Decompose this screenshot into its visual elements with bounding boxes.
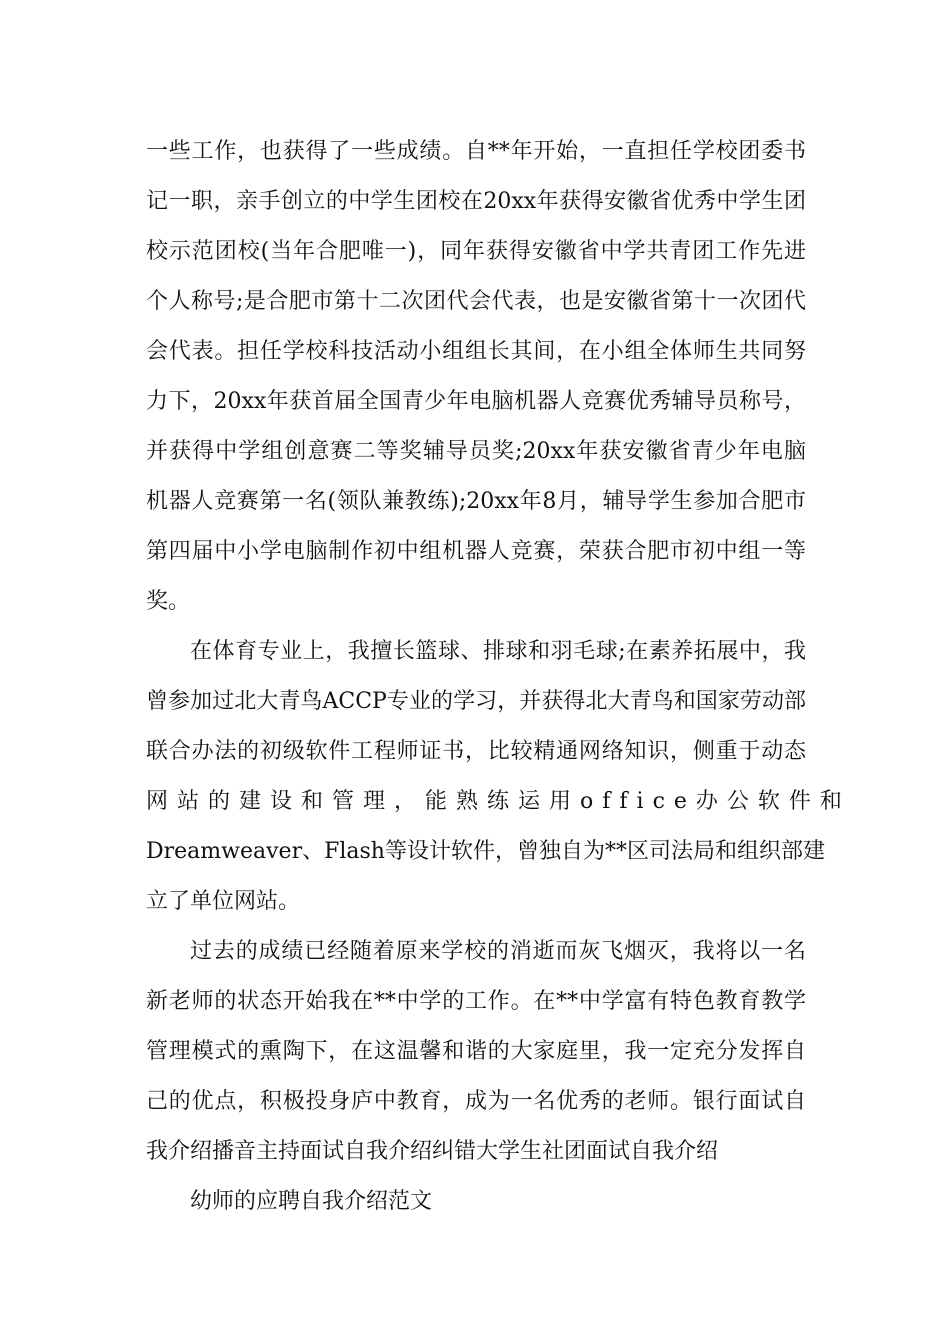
text-line: 网站的建设和管理，能熟练运用office办公软件和	[146, 789, 851, 814]
text-line: Dreamweaver、Flash等设计软件，曾独自为**区司法局和组织部建	[146, 839, 825, 864]
text-line: 机器人竞赛第一名(领队兼教练);20xx年8月，辅导学生参加合肥市	[146, 489, 806, 514]
text-line: 己的优点，积极投身庐中教育，成为一名优秀的老师。银行面试自	[146, 1089, 806, 1114]
text-line: 奖。	[146, 589, 191, 614]
text-line: 管理模式的熏陶下，在这温馨和谐的大家庭里，我一定充分发挥自	[146, 1039, 806, 1064]
text-line: 会代表。担任学校科技活动小组组长其间，在小组全体师生共同努	[146, 339, 806, 364]
paragraph-first-line: 在体育专业上，我擅长篮球、排球和羽毛球;在素养拓展中，我	[190, 639, 806, 664]
text-line: 我介绍播音主持面试自我介绍纠错大学生社团面试自我介绍	[146, 1139, 719, 1164]
text-line: 曾参加过北大青鸟ACCP专业的学习，并获得北大青鸟和国家劳动部	[146, 689, 806, 714]
text-line: 新老师的状态开始我在**中学的工作。在**中学富有特色教育教学	[146, 989, 806, 1014]
text-line: 个人称号;是合肥市第十二次团代会代表，也是安徽省第十一次团代	[146, 289, 806, 314]
text-line: 力下，20xx年获首届全国青少年电脑机器人竞赛优秀辅导员称号，	[146, 389, 806, 414]
section-heading: 幼师的应聘自我介绍范文	[190, 1189, 433, 1214]
paragraph-first-line: 过去的成绩已经随着原来学校的消逝而灰飞烟灭，我将以一名	[190, 939, 806, 964]
text-line: 立了单位网站。	[146, 889, 301, 914]
text-line: 第四届中小学电脑制作初中组机器人竞赛，荣获合肥市初中组一等	[146, 539, 806, 564]
text-line: 一些工作，也获得了一些成绩。自**年开始，一直担任学校团委书	[146, 139, 806, 164]
text-line: 记一职，亲手创立的中学生团校在20xx年获得安徽省优秀中学生团	[146, 189, 806, 214]
text-line: 校示范团校(当年合肥唯一)，同年获得安徽省中学共青团工作先进	[146, 239, 806, 264]
text-line: 联合办法的初级软件工程师证书，比较精通网络知识，侧重于动态	[146, 739, 806, 764]
text-line: 并获得中学组创意赛二等奖辅导员奖;20xx年获安徽省青少年电脑	[146, 439, 806, 464]
